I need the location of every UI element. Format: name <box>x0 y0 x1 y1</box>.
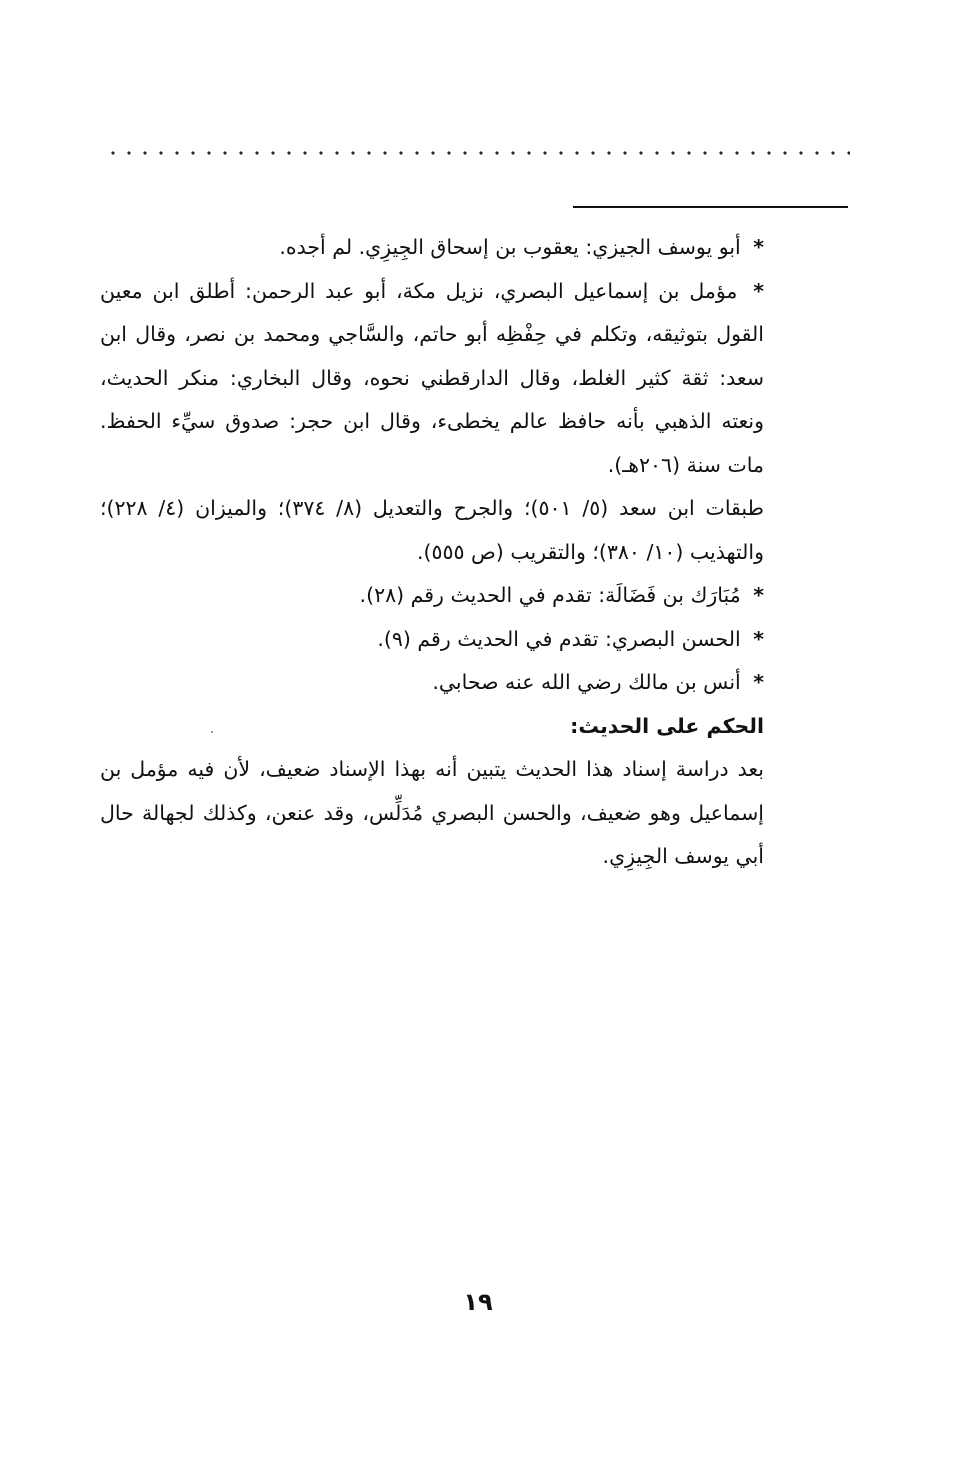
narrator-entry-anas <box>100 661 764 705</box>
sources-citation-text: طبقات ابن سعد (٥/ ٥٠١)؛ والجرح والتعديل (٨/ ٣٧٤)؛ والميزان (٤/ ٢٢٨)؛ والتهذيب (١٠/ ٣٨٠)؛ والتقريب (ص ٥٥٥). <box>100 496 764 564</box>
dotted-separator <box>105 150 850 156</box>
bullet-marker: * <box>753 235 764 259</box>
footnote-rule <box>573 206 848 208</box>
narrator-entry-text: أنس بن مالك رضي الله عنه صحابي. <box>432 670 741 694</box>
ruling-heading: الحكم على الحديث: <box>570 713 764 738</box>
narrator-entry-mubarak <box>100 574 764 618</box>
bullet-marker: * <box>753 626 764 651</box>
narrator-entry-text: الحسن البصري: تقدم في الحديث رقم (٩). <box>377 626 741 651</box>
print-speck <box>211 731 213 733</box>
bullet-marker: * <box>753 670 764 694</box>
narrator-entry-muammal <box>100 270 764 488</box>
ruling-text: بعد دراسة إسناد هذا الحديث يتبين أنه بهذا الإسناد ضعيف، لأن فيه مؤمل بن إسماعيل وهو ضعيف، والحسن البصري مُدَلِّس، وقد عنعن، وكذلك لجهالة حال أبي يوسف الجِيزِي. <box>100 757 764 868</box>
narrator-entry-text: أبو يوسف الجيزي: يعقوب بن إسحاق الجِيزِي. لم أجده. <box>279 235 741 259</box>
sources-citation <box>100 487 764 574</box>
narrator-entry-text: مؤمل بن إسماعيل البصري، نزيل مكة، أبو عبد الرحمن: أطلق ابن معين القول بتوثيقه، وتكلم في حِفْظِه أبو حاتم، والسَّاجي ومحمد بن نصر، وقال ابن سعد: ثقة كثير الغلط، وقال الدارقطني نحوه، وقال البخاري: منكر الحديث، ونعته الذهبي بأنه حافظ عالم يخطىء، وقال ابن حجر: صدوق سيِّء الحفظ. مات سنة (٢٠٦هـ). <box>100 278 764 477</box>
narrator-entry-abu-yusuf <box>100 226 764 270</box>
narrator-entry-hasan <box>100 618 764 662</box>
bullet-marker: * <box>753 583 764 607</box>
page-number: ١٩ <box>463 1288 493 1316</box>
bullet-marker: * <box>753 278 764 303</box>
page-body <box>100 226 764 879</box>
narrator-entry-text: مُبَارَك بن فَضَالَة: تقدم في الحديث رقم (٢٨). <box>359 583 741 607</box>
